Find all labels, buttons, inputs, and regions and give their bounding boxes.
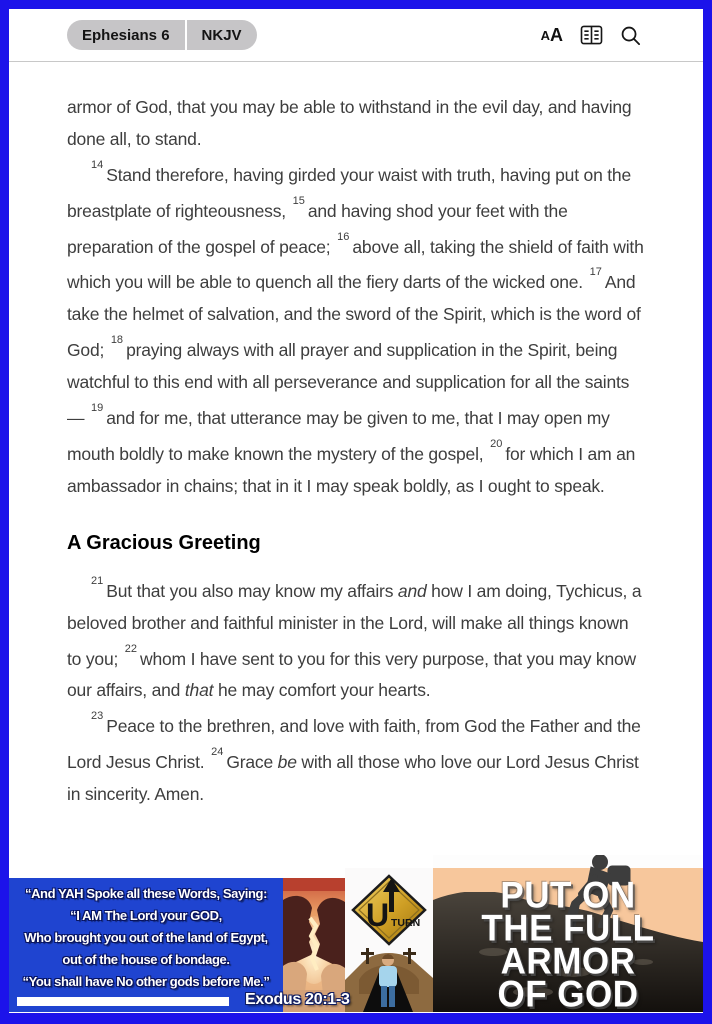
verse-text: that bbox=[184, 680, 214, 701]
verse-number: 20 bbox=[490, 437, 503, 450]
verse-number: 19 bbox=[90, 402, 104, 415]
ad-exodus-line: Who brought you out of the land of Egypt, bbox=[24, 930, 268, 945]
ad-armor-line: OF GOD bbox=[497, 973, 639, 1012]
verse-text: Peace to the brethren, and love with faith, from God the Father and the Lord Jesus Christ. bbox=[67, 716, 641, 773]
verse-text: how I am doing, Tychicus, a beloved brother and faithful minister in the Lord, will make all things known to you; bbox=[67, 580, 642, 669]
translation-button[interactable]: NKJV bbox=[187, 20, 257, 50]
ad-exodus-lines bbox=[9, 878, 283, 993]
ad-exodus-panel[interactable] bbox=[9, 878, 283, 1012]
verse-text: Grace bbox=[226, 752, 278, 773]
reader-header bbox=[9, 9, 703, 62]
verse-text: and having shod your feet with the preparation of the gospel of peace; bbox=[67, 200, 568, 257]
verse-number: 16 bbox=[337, 230, 350, 243]
verse-text: whom I have sent to you for this very purpose, that you may know our affairs, and bbox=[67, 648, 636, 701]
verse-text: he may comfort your hearts. bbox=[213, 680, 431, 701]
uturn-sign-letter: U bbox=[366, 897, 390, 933]
font-settings-button[interactable]: A A bbox=[540, 25, 563, 45]
verse-number: 21 bbox=[91, 574, 104, 587]
ad-exodus-line: “I AM The Lord your GOD, bbox=[70, 908, 222, 923]
chapter-translation-picker bbox=[67, 20, 257, 50]
verse-text: praying always with all prayer and supplication in the Spirit, being watchful to this end with all perseverance and supplication for all the saints— bbox=[67, 340, 630, 428]
verse-text: armor of God, that you may be able to withstand in the evil day, and having done all, to stand. bbox=[67, 97, 632, 149]
book-icon bbox=[580, 25, 603, 45]
reader-book-button[interactable] bbox=[580, 25, 603, 45]
verse-number: 18 bbox=[110, 334, 124, 347]
bible-reader-page bbox=[9, 9, 703, 1013]
search-icon bbox=[620, 25, 641, 46]
verse-text: for which I am an ambassador in chains; that in it I may speak boldly, as I ought to speak. bbox=[67, 443, 636, 496]
ad-armor-panel[interactable] bbox=[433, 855, 703, 1012]
verse-paragraph[interactable] bbox=[67, 155, 645, 502]
verse-number: 23 bbox=[91, 710, 104, 723]
section-heading: A Gracious Greeting bbox=[67, 531, 261, 554]
search-button[interactable] bbox=[620, 25, 641, 46]
verse-text: And take the helmet of salvation, and the sword of the Spirit, which is the word of God; bbox=[67, 272, 641, 361]
ad-banner[interactable] bbox=[9, 855, 703, 1012]
chapter-button[interactable]: Ephesians 6 bbox=[67, 20, 185, 50]
verse-number: 15 bbox=[292, 194, 305, 207]
ad-armor-line: ARMOR bbox=[500, 940, 636, 983]
font-size-icon: A bbox=[540, 27, 550, 43]
uturn-graphic bbox=[345, 868, 433, 1012]
verse-text: and bbox=[397, 580, 427, 601]
verse-text: be bbox=[277, 752, 297, 773]
ad-exodus-line: “And YAH Spoke all these Words, Saying: bbox=[24, 886, 268, 901]
ad-armor-line: PUT ON bbox=[500, 874, 636, 917]
ad-exodus-line: “You shall have No other gods before Me.” bbox=[22, 974, 270, 989]
uturn-sign-word: TURN bbox=[391, 917, 421, 929]
verse-number: 22 bbox=[124, 642, 138, 655]
ad-exodus-reference: Exodus 20:1-3 bbox=[245, 991, 350, 1008]
verse-text: above all, taking the shield of faith with which you will be able to quench all the fiery darts of the wicked one. bbox=[67, 236, 644, 293]
ad-exodus-line: out of the house of bondage. bbox=[62, 952, 230, 967]
verse-paragraph[interactable] bbox=[67, 571, 645, 707]
verse-text: with all those who love our Lord Jesus Christ in sincerity. Amen. bbox=[67, 752, 639, 805]
verse-text: Stand therefore, having girded your waist with truth, having put on the breastplate of righteousness, bbox=[67, 164, 631, 221]
verse-number: 14 bbox=[91, 159, 104, 171]
verse-paragraph[interactable] bbox=[67, 706, 645, 810]
verse-number: 24 bbox=[211, 746, 224, 759]
ad-uturn-image[interactable] bbox=[345, 868, 433, 1012]
verse-paragraph[interactable] bbox=[67, 91, 645, 155]
verse-text: and for me, that utterance may be given to me, that I may open my mouth boldly to make known the mystery of the gospel, bbox=[67, 407, 610, 464]
ad-armor-text bbox=[433, 874, 703, 1012]
verse-number: 17 bbox=[589, 266, 602, 279]
header-actions bbox=[541, 25, 641, 46]
ad-armor-line: THE FULL bbox=[481, 907, 655, 950]
verse-text: But that you also may know my affairs bbox=[106, 580, 398, 601]
ad-white-bar bbox=[17, 997, 229, 1006]
scripture-text bbox=[9, 62, 703, 810]
